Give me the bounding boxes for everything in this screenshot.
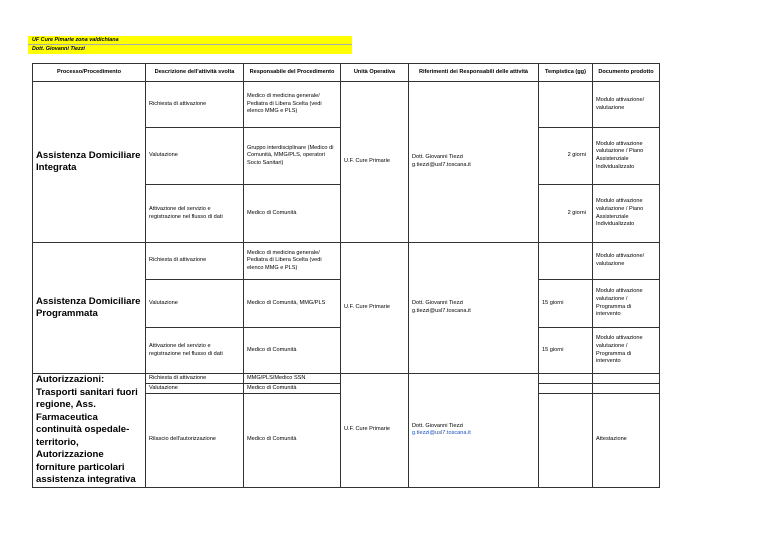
time-cell bbox=[539, 384, 593, 394]
responsible-cell: MMG/PLS/Medico SSN bbox=[244, 374, 341, 384]
document-cell: Attestazione bbox=[593, 394, 660, 488]
document-cell: Modulo attivazione/ valutazione bbox=[593, 243, 660, 280]
document-cell: Modulo attivazione valutazione / Programma di intervento bbox=[593, 328, 660, 374]
activity-cell: Valutazione bbox=[146, 128, 244, 185]
responsible-cell: Medico di medicina generale/ Pediatra di Libera Scelta (vedi elenco MMG e PLS) bbox=[244, 82, 341, 128]
document-cell bbox=[593, 374, 660, 384]
time-cell: 2 giorni bbox=[539, 128, 593, 185]
time-cell bbox=[539, 394, 593, 488]
process-cell: Assistenza Domiciliare Programmata bbox=[33, 243, 146, 374]
activity-cell: Valutazione bbox=[146, 280, 244, 328]
time-cell: 2 giorni bbox=[539, 185, 593, 243]
reference-name: Dott. Giovanni Tiezzi bbox=[412, 422, 464, 429]
table-header-row bbox=[33, 64, 660, 82]
table-row bbox=[33, 82, 660, 128]
header-doctor-label: Dott. Giovanni Tiezzi bbox=[28, 45, 352, 54]
document-cell: Modulo attivazione valutazione / Programma di intervento bbox=[593, 280, 660, 328]
reference-email-link[interactable]: g.tiezzi@usl7.toscana.it bbox=[412, 430, 471, 437]
activity-cell: Rilascio dell'autorizzazione bbox=[146, 394, 244, 488]
reference-cell bbox=[409, 82, 539, 243]
responsible-cell: Medico di Comunità bbox=[244, 185, 341, 243]
document-cell: Modulo attivazione/ valutazione bbox=[593, 82, 660, 128]
col-header: Responsabile del Procedimento bbox=[244, 64, 341, 82]
unit-cell: U.F. Cure Primarie bbox=[341, 243, 409, 374]
process-cell: Assistenza Domiciliare Integrata bbox=[33, 82, 146, 243]
activity-cell: Valutazione bbox=[146, 384, 244, 394]
responsible-cell: Gruppo interdisciplinare (Medico di Comunità, MMG/PLS, operatori Socio Sanitari) bbox=[244, 128, 341, 185]
time-cell bbox=[539, 82, 593, 128]
procedures-table bbox=[32, 63, 660, 488]
reference-email: g.tiezzi@usl7.toscana.it bbox=[412, 308, 471, 314]
activity-cell: Attivazione del servizio e registrazione nel flusso di dati bbox=[146, 185, 244, 243]
responsible-cell: Medico di Comunità bbox=[244, 394, 341, 488]
table-row bbox=[33, 243, 660, 280]
unit-cell: U.F. Cure Primarie bbox=[341, 374, 409, 488]
activity-cell: Attivazione del servizio e registrazione nel flusso di dati bbox=[146, 328, 244, 374]
time-cell bbox=[539, 243, 593, 280]
col-header: Riferimenti dei Responsabili delle attività bbox=[409, 64, 539, 82]
reference-cell bbox=[409, 374, 539, 488]
activity-cell: Richiesta di attivazione bbox=[146, 82, 244, 128]
responsible-cell: Medico di Comunità bbox=[244, 328, 341, 374]
reference-email: g.tiezzi@usl7.toscana.it bbox=[412, 162, 471, 168]
responsible-cell: Medico di medicina generale/ Pediatra di Libera Scelta (vedi elenco MMG e PLS) bbox=[244, 243, 341, 280]
col-header: Unità Operativa bbox=[341, 64, 409, 82]
table-row bbox=[33, 374, 660, 384]
reference-name: Dott. Giovanni Tiezzi bbox=[412, 300, 464, 307]
col-header: Documento prodotto bbox=[593, 64, 660, 82]
col-header: Processo/Procedimento bbox=[33, 64, 146, 82]
responsible-cell: Medico di Comunità, MMG/PLS bbox=[244, 280, 341, 328]
time-cell bbox=[539, 374, 593, 384]
activity-cell: Richiesta di attivazione bbox=[146, 374, 244, 384]
reference-name: Dott. Giovanni Tiezzi bbox=[412, 154, 464, 161]
responsible-cell: Medico di Comunità bbox=[244, 384, 341, 394]
time-cell: 15 giorni bbox=[539, 328, 593, 374]
time-cell: 15 giorni bbox=[539, 280, 593, 328]
process-cell: Autorizzazioni: Trasporti sanitari fuori regione, Ass. Farmaceutica continuità ospedale-territorio, Autorizzazione forniture particolari assistenza integrativa bbox=[33, 374, 146, 488]
col-header: Descrizione dell'attività svolta bbox=[146, 64, 244, 82]
reference-cell bbox=[409, 243, 539, 374]
document-cell: Modulo attivazione valutazione / Piano Assistenziale Individualizzato bbox=[593, 128, 660, 185]
document-cell: Modulo attivazione valutazione / Piano Assistenziale Individualizzato bbox=[593, 185, 660, 243]
col-header: Tempistica (gg) bbox=[539, 64, 593, 82]
unit-cell: U.F. Cure Primarie bbox=[341, 82, 409, 243]
header-unit-label: UF Cure Pimarie zona valdichiana bbox=[28, 36, 352, 45]
document-cell bbox=[593, 384, 660, 394]
activity-cell: Richiesta di attivazione bbox=[146, 243, 244, 280]
